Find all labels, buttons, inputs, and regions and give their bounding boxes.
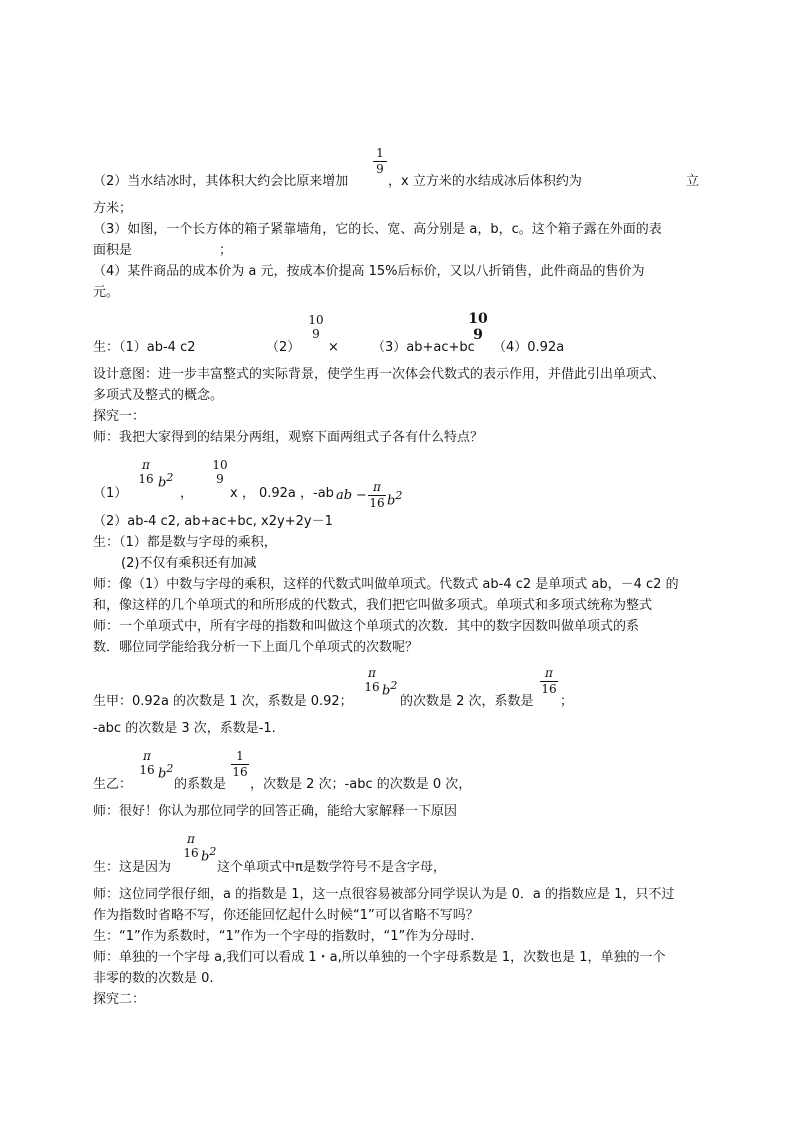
teacher2-line2: 和，像这样的几个单项式的和所形成的代数式，我们把它叫做多项式。单项式和多项式统称为整式 (93, 598, 653, 613)
b-squared-a: $b^2$ (158, 471, 174, 491)
explore1-title: 探究一： (93, 409, 146, 424)
studentB-c: ，次数是 2 次；-abc 的次数是 0 次， (250, 777, 472, 792)
student6: 生：“1”作为系数时，“1”作为一个字母的指数时，“1”作为分母时. (93, 929, 475, 944)
fraction-pi-16-b: π 16 (369, 480, 385, 510)
p4-line1: （4）某件商品的成本价为 a 元，按成本价提高 15%后标价，又以八折销售，此件商品的售价为 (93, 264, 645, 279)
studentA-line2: -abc 的次数是 3 次，系数是-1. (93, 721, 276, 736)
fraction-one-ninth: 1 9 (373, 147, 387, 176)
teacher6-line1: 师：单独的一个字母 a,我们可以看成 1・a,所以单独的一个字母系数是 1，次数也是 1，单独的一个 (93, 950, 666, 965)
group1-tail-minus: − (356, 488, 367, 503)
answer-part-2: （2） (266, 340, 301, 355)
answer-times: × (328, 340, 339, 355)
p3-line2-a: 面积是 (93, 243, 133, 258)
group2: （2）ab-4 c2, ab+ac+bc, x2y+2y－1 (93, 514, 333, 529)
p2-line1-b: ，x 立方米的水结成冰后体积约为 (388, 174, 582, 189)
student1-line2: (2)不仅有乘积还有加减 (121, 556, 257, 571)
studentB-b: 的系数是 (174, 777, 227, 792)
group1-rest: x ， 0.92a ，-ab (230, 486, 334, 501)
explore1-teacher: 师：我把大家得到的结果分两组，观察下面两组式子各有什么特点？ (93, 430, 484, 445)
fraction-ten-ninths-a: 10 9 (308, 313, 324, 341)
answer-part-1: 生：（1）ab-4 c2 (93, 340, 196, 355)
fraction-ten-ninths-b: 10 9 (468, 311, 488, 343)
b-squared-e: $b^2$ (201, 845, 217, 865)
studentA-a: 生甲：0.92a 的次数是 1 次，系数是 0.92； (93, 694, 353, 709)
fraction-pi-16-f: π 16 (183, 832, 199, 860)
fraction-pi-16-e: π 16 (139, 749, 155, 777)
b-squared-d: $b^2$ (158, 762, 174, 782)
student5-b: 这个单项式中π是数学符号不是含字母， (217, 860, 446, 875)
answer-part-3: （3）ab+ac+bc (372, 340, 475, 355)
p3-line2-b: ； (219, 243, 233, 258)
teacher4: 师：很好！你认为那位同学的回答正确，能给大家解释一下原因 (93, 804, 458, 819)
fraction-ten-ninths-c: 10 9 (212, 458, 228, 486)
fraction-pi-16-a: π 16 (138, 458, 154, 486)
student5-a: 生：这是因为 (93, 860, 172, 875)
design-line1: 设计意图：进一步丰富整式的实际背景，使学生再一次体会代数式的表示作用，并借此引出单项式、 (93, 367, 666, 382)
student1-line1: 生：（1）都是数与字母的乘积， (93, 535, 277, 550)
p2-line1-c: 立 (686, 174, 700, 189)
teacher2-line1: 师：像（1）中数与字母的乘积，这样的代数式叫做单项式。代数式 ab-4 c2 是单项式 ab，－4 c2 的 (93, 577, 679, 592)
group1-label: （1） (93, 486, 128, 501)
teacher3-line1: 师：一个单项式中，所有字母的指数和叫做这个单项式的次数．其中的数字因数叫做单项式的系 (93, 619, 640, 634)
p3-line1: （3）如图，一个长方体的箱子紧靠墙角，它的长、宽、高分别是 a，b，c。这个箱子露在外面的表 (93, 222, 662, 237)
b-squared-c: $b^2$ (382, 679, 398, 699)
teacher5-line1: 师：这位同学很仔细，a 的指数是 1，这一点很容易被部分同学误认为是 0．a 的指数应是 1，只不过 (93, 887, 675, 902)
studentA-b: 的次数是 2 次，系数是 (400, 694, 534, 709)
b-squared-b: $b^2$ (387, 489, 403, 509)
explore2-title: 探究二： (93, 992, 146, 1007)
p4-line2: 元。 (93, 285, 120, 300)
design-line2: 多项式及整式的概念。 (93, 388, 224, 403)
teacher5-line2: 作为指数时省略不写，你还能回忆起什么时候“1”可以省略不写吗？ (93, 908, 479, 923)
studentB-a: 生乙： (93, 777, 133, 792)
fraction-pi-16-c: π 16 (364, 666, 380, 694)
fraction-pi-16-d: π 16 (541, 666, 557, 696)
teacher3-line2: 数．哪位同学能给我分析一下上面几个单项式的次数呢？ (93, 640, 419, 655)
studentA-c: ； (560, 694, 574, 709)
fraction-one-16: 1 16 (232, 749, 248, 779)
answer-part-4: （4）0.92a (493, 340, 565, 355)
group1-tail-ab: ab (336, 488, 353, 503)
p2-line1-a: （2）当水结冰时，其体积大约会比原来增加 (93, 174, 349, 189)
p2-line2: 方米； (93, 201, 133, 216)
teacher6-line2: 非零的数的次数是 0. (93, 971, 214, 986)
group1-comma: ， (180, 486, 194, 501)
